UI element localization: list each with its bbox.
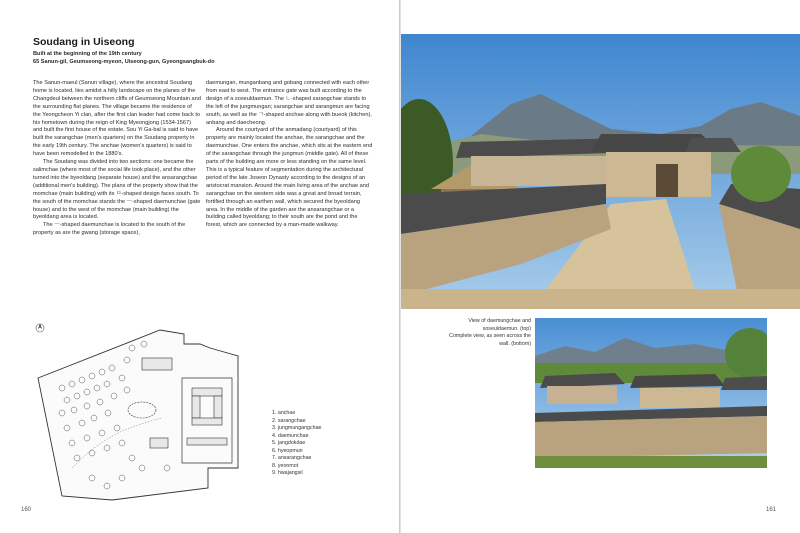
legend-item: 1. anchae bbox=[272, 410, 296, 416]
paragraph: daemungan, munganbang and gobang connected with each other from east to west. The entrance gate was built according to the design of a soseuldaemun. The ㄴ-shaped sarangchae stands to the left of the jungmungan; sarangchae and sarangmun are facing south, as well as the ㄱ-shaped anchae along with bueok (kitchen), anbang and daecheong. bbox=[206, 80, 372, 126]
page-number-right: 161 bbox=[766, 507, 777, 513]
legend-item: 2. sarangchae bbox=[272, 417, 306, 424]
subtitle-date: Built at the beginning of the 19th century bbox=[33, 51, 142, 57]
caption-line: soseuldaemun. (top) bbox=[482, 325, 531, 332]
caption-line: Complete view, as seen across the bbox=[449, 333, 531, 339]
legend-item: 9. hwajangsil bbox=[272, 470, 303, 476]
photo-complete-view bbox=[535, 318, 767, 468]
legend-item: 5. jangdokdae bbox=[272, 440, 306, 446]
paragraph: Around the courtyard of the anmadang (courtyard) of this property are mainly located the anchae, the sarangchae and the daemunchae. One enters the anchae, which sits at the eastern end of the sarangchae through the jungmun (middle gate). All of these parts of the building are more or less standing on the same level. This is a typical feature of segmentation during the architectural period of the late Joseon Dynasty according to the designs of an aristocrat mansion. Around the main living area of the anchae and sarangchae on the western side was a great and broad terrain, fortified through an earthen wall, which secured the byeoldang area. In the middle of the garden are the ansarangchae or a building called byeoldang; to their south are the pond and the forest, which are connected by a man-made walkway. bbox=[206, 127, 373, 229]
site-plan-drawing bbox=[32, 318, 268, 506]
north-arrow-icon bbox=[36, 323, 44, 332]
subtitle-address: 65 Sanun-gil, Geumseong-myeon, Uiseong-gun, Gyeongsangbuk-do bbox=[33, 59, 215, 65]
text-column-1 bbox=[33, 80, 201, 238]
page-title: Soudang in Uiseong bbox=[33, 36, 135, 48]
legend-item: 8. yeonmot bbox=[272, 462, 299, 469]
left-page bbox=[0, 0, 399, 533]
legend-item: 6. hyeopmun bbox=[272, 447, 303, 454]
paragraph: The Sanun-maeul (Sanun village), where the ancestral Soudang home is located, lies amidst a hilly landscape on the planes of the Changdeul between the northern cliffs of Geumseong Mountain and the surrounding flat planes. The village became the residence of the Yeongcheon Yi clan, after the first clan leader had come back to his hometown during the reign of King Myeongjong (1534-1567) and built the first house of the estate. Sou Yi Ga-bal is said to have built the sarangchae (men's quarters) on the Soudang property in the early 19th century. The anchae (women's quarters) is said to have been remodelled in the 1880's. bbox=[33, 80, 201, 158]
right-page bbox=[401, 0, 800, 533]
page-subtitle bbox=[33, 50, 215, 66]
caption-line: View of daemungchae and bbox=[468, 318, 531, 324]
page-number-left: 160 bbox=[21, 507, 32, 513]
legend-item: 4. daemunchae bbox=[272, 432, 309, 439]
legend-item: 7. ansarangchae bbox=[272, 455, 312, 461]
photo-gate-house bbox=[401, 34, 800, 309]
paragraph: The Soudang was divided into two sections: one became the salimchae (where most of the social life took place), and the other turned into the byeoldang (separate house) and the ansarangchae (additional men's building). The plans of the property show that the momchae (main building) with its ㅁ-shaped design faces south. To the south of the momchae stands the ㅡ-shaped daemunchae (gate house) and to the west of the momchae (main building) the byeoldang area is located. bbox=[33, 159, 201, 221]
caption-line: wall. (bottom) bbox=[499, 340, 531, 347]
legend-item: 3. jungmungangchae bbox=[272, 425, 322, 431]
paragraph: The ㅡ-shaped daemunchae is located to the south of the property as are the gwang (storage space), bbox=[33, 222, 186, 237]
text-column-2 bbox=[206, 80, 374, 230]
site-plan-legend bbox=[272, 410, 321, 478]
photo-caption bbox=[431, 318, 531, 348]
